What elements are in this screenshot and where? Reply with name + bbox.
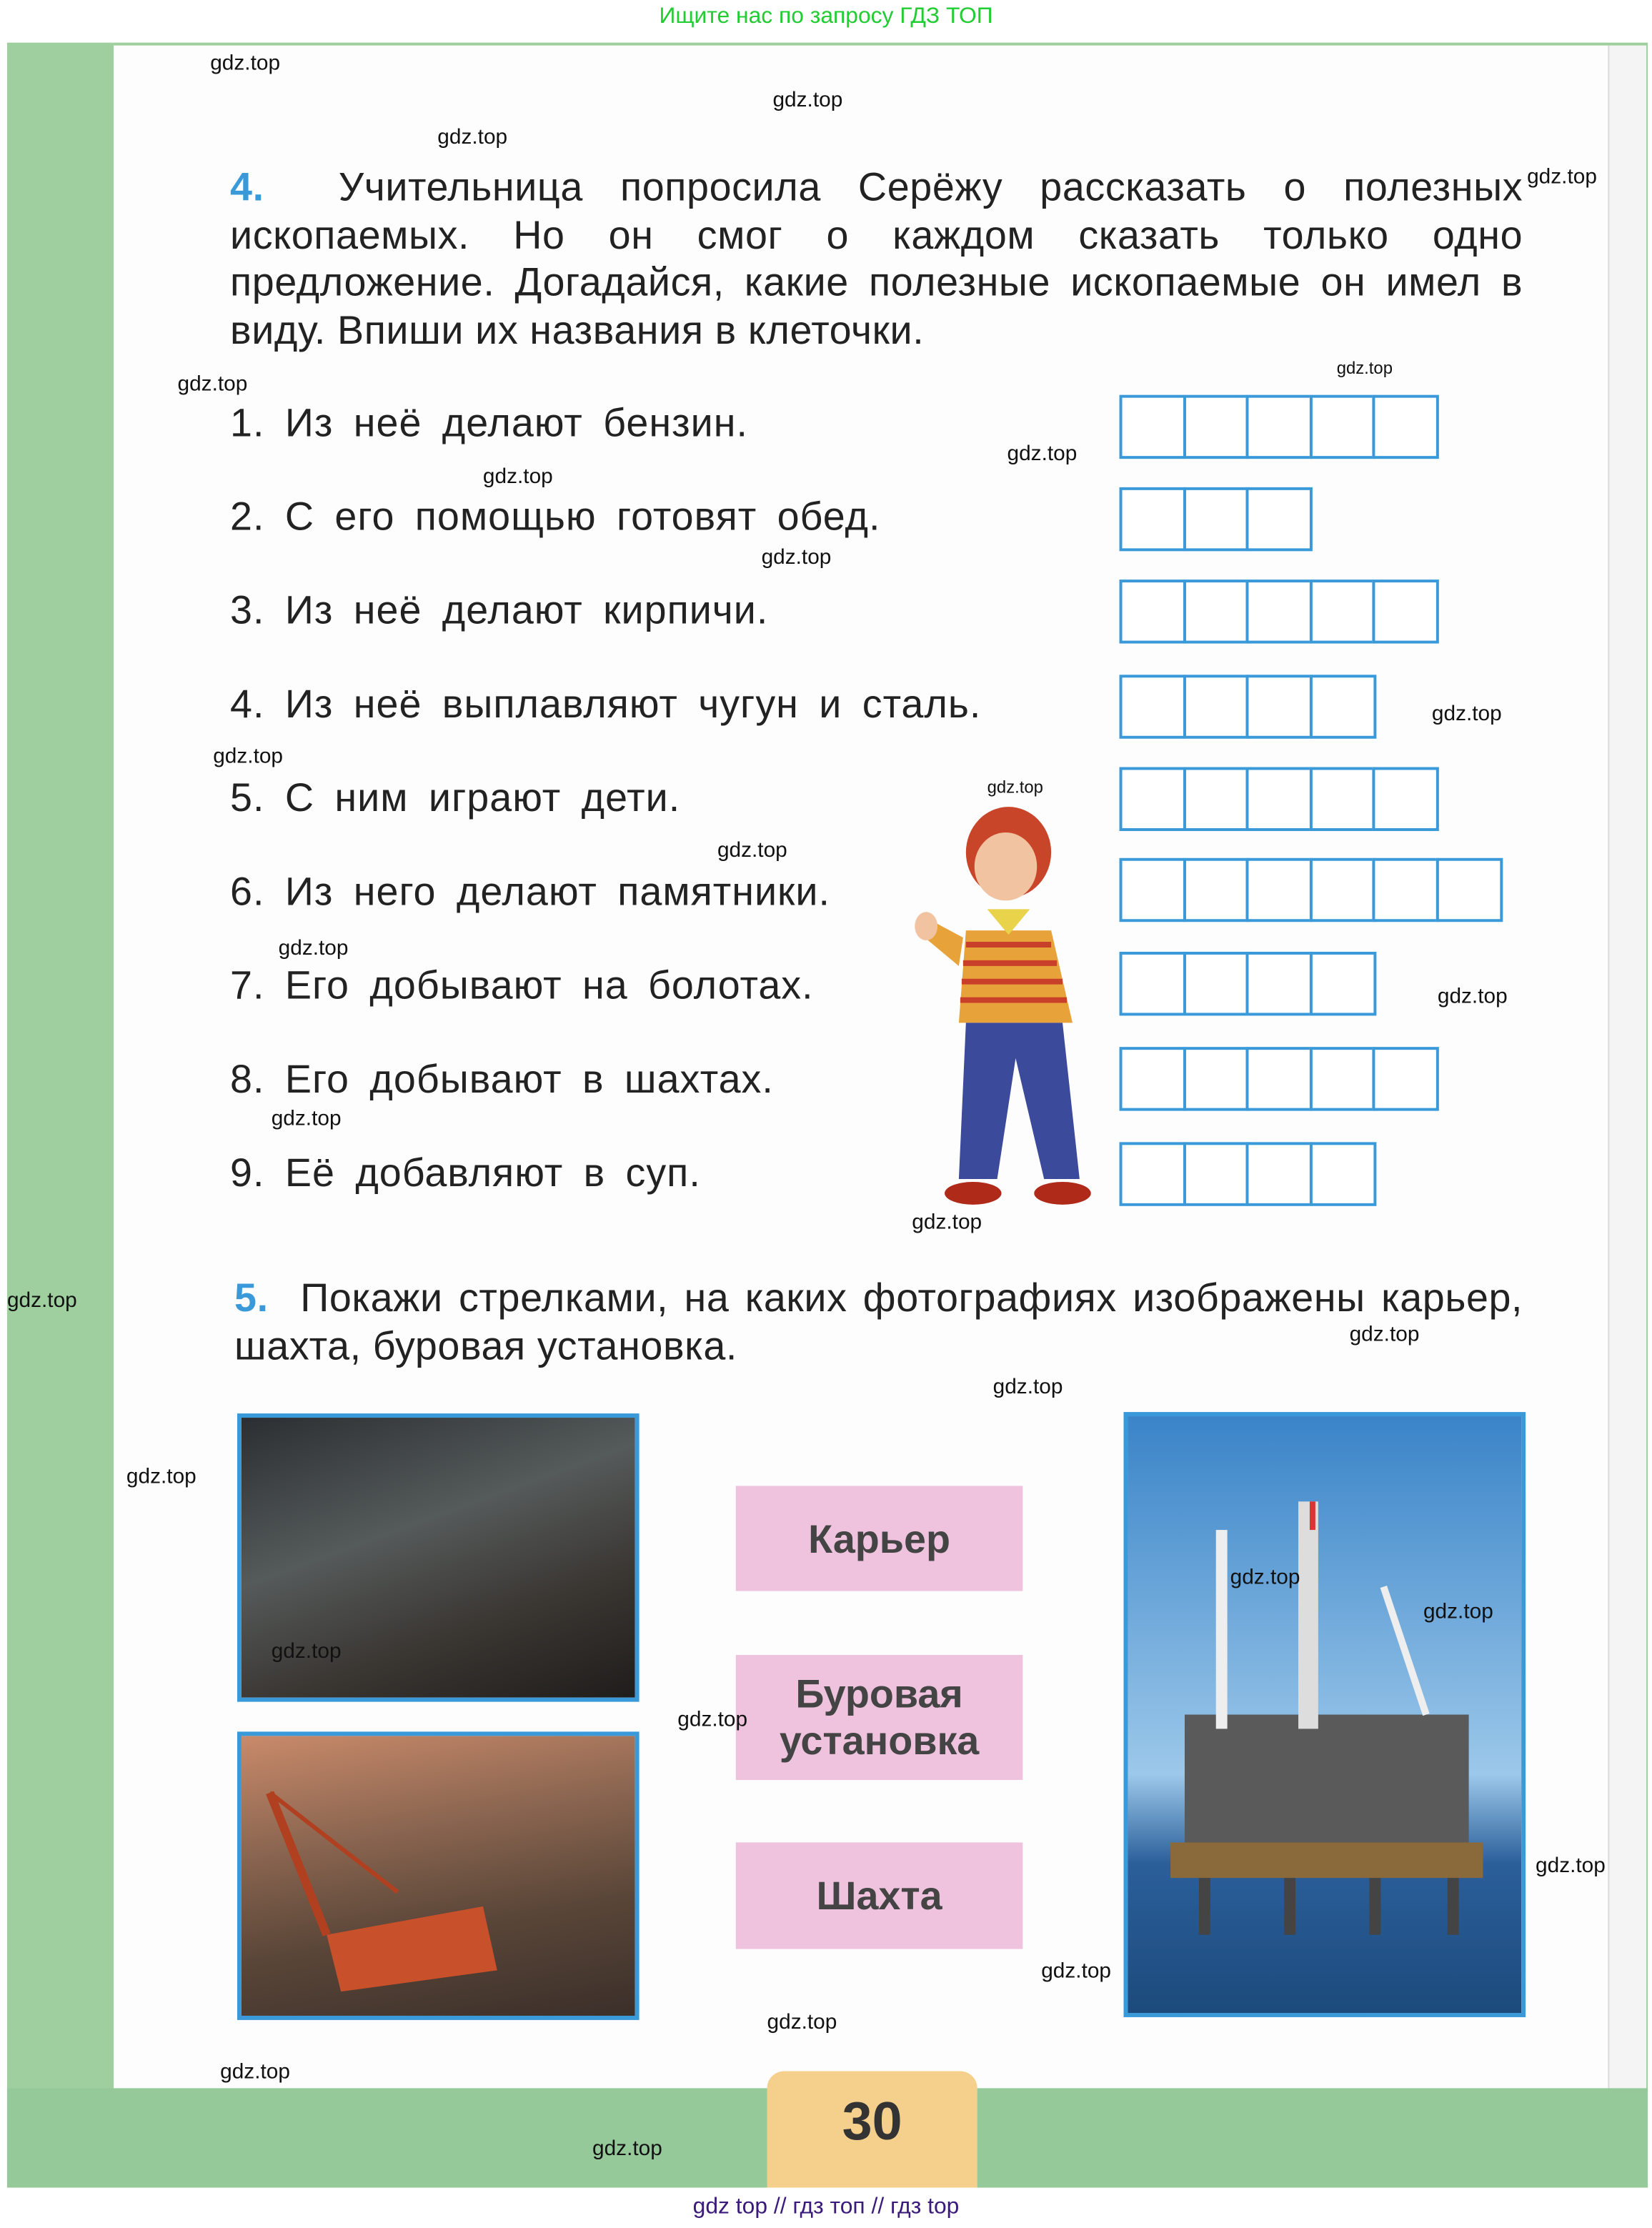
- watermark: gdz.top: [761, 545, 832, 570]
- answer-boxes: [1120, 487, 1309, 551]
- task-4-text: [230, 164, 1523, 354]
- watermark: gdz.top: [1423, 1599, 1493, 1624]
- watermark: gdz.top: [177, 372, 248, 397]
- answer-cell[interactable]: [1245, 580, 1312, 643]
- answer-cell[interactable]: [1245, 767, 1312, 831]
- answer-boxes: [1120, 1142, 1373, 1205]
- watermark: gdz.top: [772, 88, 843, 113]
- watermark: gdz.top: [1527, 164, 1597, 189]
- answer-cell[interactable]: [1245, 487, 1312, 551]
- watermark: gdz.top: [278, 936, 349, 960]
- answer-boxes: [1120, 952, 1373, 1015]
- task-number: 4.: [230, 164, 264, 209]
- answer-cell[interactable]: [1245, 1047, 1312, 1110]
- answer-cell[interactable]: [1183, 952, 1249, 1015]
- watermark: gdz.top: [213, 744, 284, 769]
- answer-cell[interactable]: [1372, 858, 1438, 922]
- answer-cell[interactable]: [1309, 858, 1375, 922]
- task-instructions: Покажи стрелками, на каких фотографиях изображены карьер, шахта, буровая установка.: [234, 1275, 1523, 1368]
- watermark: gdz.top: [271, 1639, 342, 1663]
- answer-cell[interactable]: [1120, 952, 1186, 1015]
- answer-cell[interactable]: [1309, 1142, 1375, 1205]
- answer-boxes: [1120, 1047, 1435, 1110]
- label-drilling-rig[interactable]: Буровая установка: [736, 1655, 1023, 1780]
- watermark: gdz.top: [210, 51, 281, 76]
- answer-cell[interactable]: [1372, 767, 1438, 831]
- oil-rig-photo[interactable]: [1124, 1412, 1526, 2017]
- search-banner[interactable]: Ищите нас по запросу ГДЗ ТОП: [0, 0, 1652, 40]
- oil-rig-icon: [1128, 1416, 1521, 2013]
- question-item: 3. Из неё делают кирпичи.: [230, 588, 769, 632]
- watermark: gdz.top: [1437, 984, 1508, 1009]
- watermark: gdz.top: [271, 1106, 342, 1131]
- quarry-photo[interactable]: [237, 1731, 640, 2020]
- watermark: gdz.top: [1349, 1322, 1420, 1347]
- answer-cell[interactable]: [1120, 487, 1186, 551]
- watermark: gdz.top: [6, 1288, 77, 1313]
- page-number: 30: [767, 2072, 977, 2191]
- question-item: 9. Её добавляют в суп.: [230, 1150, 701, 1195]
- answer-cell[interactable]: [1309, 1047, 1375, 1110]
- task-5-text: [234, 1274, 1523, 1369]
- question-item: 8. Его добывают в шахтах.: [230, 1057, 774, 1101]
- answer-cell[interactable]: [1309, 952, 1375, 1015]
- answer-cell[interactable]: [1183, 675, 1249, 738]
- watermark: gdz.top: [717, 837, 787, 862]
- answer-cell[interactable]: [1120, 767, 1186, 831]
- watermark: gdz.top: [987, 777, 1043, 797]
- answer-cell[interactable]: [1183, 1142, 1249, 1205]
- answer-boxes: [1120, 858, 1499, 922]
- answer-cell[interactable]: [1120, 858, 1186, 922]
- answer-cell[interactable]: [1120, 395, 1186, 459]
- answer-cell[interactable]: [1120, 580, 1186, 643]
- footer-links[interactable]: gdz top // гдз топ // гдз top: [0, 2188, 1652, 2228]
- answer-cell[interactable]: [1183, 767, 1249, 831]
- answer-cell[interactable]: [1245, 675, 1312, 738]
- task-number: 5.: [234, 1275, 269, 1320]
- watermark: gdz.top: [1536, 1854, 1606, 1879]
- task-instructions: Учительница попросила Серёжу рассказать о полезных ископаемых. Но он смог о каждом сказать только одно предложение. Догадайся, какие полезные ископаемые он имел в виду. Впиши их названия в клеточки.: [230, 164, 1523, 352]
- watermark: gdz.top: [1041, 1959, 1112, 1984]
- answer-cell[interactable]: [1309, 395, 1375, 459]
- answer-cell[interactable]: [1309, 580, 1375, 643]
- answer-cell[interactable]: [1120, 675, 1186, 738]
- answer-cell[interactable]: [1183, 487, 1249, 551]
- answer-cell[interactable]: [1183, 395, 1249, 459]
- question-item: 1. Из неё делают бензин.: [230, 400, 748, 445]
- answer-cell[interactable]: [1372, 395, 1438, 459]
- question-item: 6. Из него делают памятники.: [230, 869, 830, 914]
- watermark: gdz.top: [992, 1375, 1063, 1400]
- boy-illustration: [909, 795, 1108, 1214]
- answer-boxes: [1120, 395, 1435, 459]
- watermark: gdz.top: [1230, 1565, 1300, 1590]
- label-quarry[interactable]: Карьер: [736, 1486, 1023, 1591]
- page-edge: [1608, 46, 1646, 2092]
- watermark: gdz.top: [482, 464, 553, 489]
- answer-cell[interactable]: [1309, 767, 1375, 831]
- label-mine[interactable]: Шахта: [736, 1842, 1023, 1949]
- answer-cell[interactable]: [1435, 858, 1502, 922]
- watermark: gdz.top: [437, 124, 508, 149]
- watermark: gdz.top: [126, 1464, 196, 1489]
- answer-cell[interactable]: [1245, 395, 1312, 459]
- answer-cell[interactable]: [1120, 1142, 1186, 1205]
- watermark: gdz.top: [1431, 702, 1502, 726]
- watermark: gdz.top: [1336, 357, 1393, 378]
- answer-boxes: [1120, 767, 1435, 831]
- answer-cell[interactable]: [1245, 1142, 1312, 1205]
- answer-cell[interactable]: [1120, 1047, 1186, 1110]
- answer-cell[interactable]: [1183, 580, 1249, 643]
- answer-cell[interactable]: [1309, 675, 1375, 738]
- excavator-icon: [242, 1736, 635, 2016]
- answer-cell[interactable]: [1245, 952, 1312, 1015]
- answer-cell[interactable]: [1372, 580, 1438, 643]
- watermark: gdz.top: [220, 2059, 290, 2084]
- answer-cell[interactable]: [1245, 858, 1312, 922]
- watermark: gdz.top: [912, 1210, 982, 1235]
- watermark: gdz.top: [592, 2136, 662, 2161]
- answer-boxes: [1120, 580, 1435, 643]
- answer-cell[interactable]: [1183, 858, 1249, 922]
- watermark: gdz.top: [677, 1707, 748, 1732]
- answer-cell[interactable]: [1183, 1047, 1249, 1110]
- question-item: 2. С его помощью готовят обед.: [230, 494, 881, 539]
- watermark: gdz.top: [767, 2010, 837, 2034]
- answer-boxes: [1120, 675, 1373, 738]
- answer-cell[interactable]: [1372, 1047, 1438, 1110]
- watermark: gdz.top: [1007, 442, 1078, 467]
- question-item: 5. С ним играют дети.: [230, 775, 681, 820]
- question-item: 4. Из неё выплавляют чугун и сталь.: [230, 682, 982, 726]
- question-item: 7. Его добывают на болотах.: [230, 963, 814, 1008]
